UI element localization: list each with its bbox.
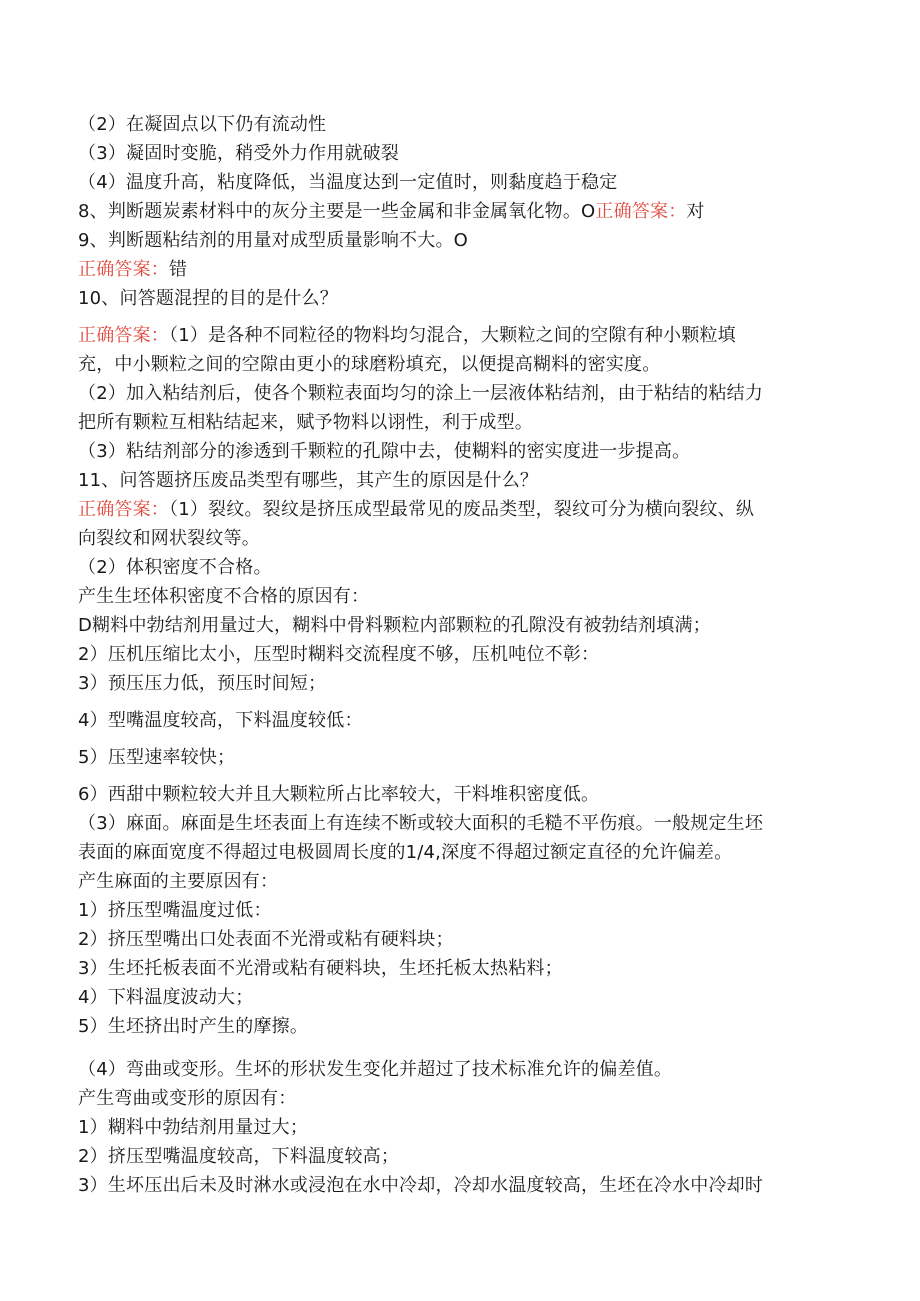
line-text: （1）是各种不同粒径的物料均匀混合，大颗粒之间的空隙有种小颗粒填 <box>169 325 736 346</box>
text-line <box>78 809 838 838</box>
answer-label: 正确答案： <box>78 325 169 346</box>
line-text: 3）生坏压出后未及时淋水或浸泡在水中冷却，冷却水温度较高，生坯在冷水中冷却时 <box>78 1175 764 1196</box>
answer-label: 正确答案： <box>78 499 169 520</box>
text-line <box>78 255 838 284</box>
text-line <box>78 1012 838 1041</box>
text-line <box>78 408 838 437</box>
line-text: 4）型嘴温度较高，下料温度较低： <box>78 710 363 731</box>
text-line <box>78 437 838 466</box>
answer-label: 正确答案： <box>595 201 687 222</box>
line-text: 产生弯曲或变形的原因有： <box>78 1088 297 1109</box>
line-text: 9、判断题粘结剂的用量对成型质量影响不大。O <box>78 230 469 251</box>
line-text: （2）体积密度不合格。 <box>78 557 272 578</box>
line-text: （2）在凝固点以下仍有流动性 <box>78 114 327 135</box>
text-line <box>78 611 838 640</box>
text-line <box>78 669 838 698</box>
line-text: 产生麻面的主要原因有： <box>78 871 279 892</box>
line-text: 充，中小颗粒之间的空隙由更小的球磨粉填充，以便提高糊料的密实度。 <box>78 354 661 375</box>
text-line <box>78 896 838 925</box>
text-line <box>78 466 838 495</box>
line-text: 2）压机压缩比太小，压型时糊料交流程度不够，压机吨位不彰： <box>78 644 600 665</box>
line-text: 5）压型速率较快； <box>78 747 236 768</box>
line-text: 把所有颗粒互相粘结起来，赋予物料以诩性，利于成型。 <box>78 412 533 433</box>
line-gap <box>78 313 838 321</box>
text-line <box>78 321 838 350</box>
line-text: （3）凝固时变脆，稍受外力作用就破裂 <box>78 143 400 164</box>
line-text: （3）麻面。麻面是生坯表面上有连续不断或较大面积的毛糙不平伤痕。一般规定生坯 <box>78 813 764 834</box>
text-line <box>78 524 838 553</box>
line-text: 产生生坯体积密度不合格的原因有： <box>78 586 370 607</box>
line-text: 2）挤压型嘴温度较高，下料温度较高； <box>78 1146 400 1167</box>
line-text: 10、问答题混捏的目的是什么？ <box>78 288 338 309</box>
text-line <box>78 925 838 954</box>
line-text: 4）下料温度波动大； <box>78 987 254 1008</box>
text-line <box>78 350 838 379</box>
line-text: 3）生坯托板表面不光滑或粘有硬料块，生坯托板太热粘料； <box>78 958 563 979</box>
text-line <box>78 954 838 983</box>
answer-label: 正确答案： <box>78 259 169 280</box>
text-line <box>78 379 838 408</box>
line-text: 向裂纹和网状裂纹等。 <box>78 528 260 549</box>
line-text: （1）裂纹。裂纹是挤压成型最常见的废品类型，裂纹可分为横向裂纹、纵 <box>169 499 755 520</box>
line-text: （4）弯曲或变形。生坏的形状发生变化并超过了技术标准允许的偏差值。 <box>78 1059 673 1080</box>
line-text: （2）加入粘结剂后，使各个颗粒表面均匀的涂上一层液体粘结剂，由于粘结的粘结力 <box>78 383 764 404</box>
line-gap <box>78 735 838 743</box>
text-line <box>78 780 838 809</box>
text-line <box>78 226 838 255</box>
text-line <box>78 1171 838 1200</box>
line-text: 2）挤压型嘴出口处表面不光滑或粘有硬料块； <box>78 929 454 950</box>
line-text: （4）温度升高，粘度降低，当温度达到一定值时，则黏度趋于稳定 <box>78 172 618 193</box>
line-text: 3）预压压力低，预压时间短； <box>78 673 327 694</box>
line-text: 错 <box>169 259 188 280</box>
text-line <box>78 110 838 139</box>
text-line <box>78 1142 838 1171</box>
text-line <box>78 1055 838 1084</box>
text-line <box>78 284 838 313</box>
text-line <box>78 640 838 669</box>
line-gap <box>78 698 838 706</box>
line-text: 对 <box>686 201 705 222</box>
line-text: 6）西甜中颗粒较大并且大颗粒所占比率较大，干料堆积密度低。 <box>78 784 600 805</box>
text-line <box>78 168 838 197</box>
text-line <box>78 983 838 1012</box>
line-text: 表面的麻面宽度不得超过电极圆周长度的1/4,深度不得超过额定直径的允许偏差。 <box>78 842 733 863</box>
line-text: 5）生坯挤出时产生的摩擦。 <box>78 1016 309 1037</box>
line-text: 1）糊料中勃结剂用量过大； <box>78 1117 309 1138</box>
text-line <box>78 495 838 524</box>
text-line <box>78 582 838 611</box>
line-text: D糊料中勃结剂用量过大，糊料中骨料颗粒内部颗粒的孔隙没有被勃结剂填满； <box>78 615 711 636</box>
line-text: 11、问答题挤压废品类型有哪些，其产生的原因是什么？ <box>78 470 539 491</box>
line-gap <box>78 772 838 780</box>
text-line <box>78 867 838 896</box>
text-line <box>78 139 838 168</box>
text-line <box>78 838 838 867</box>
line-gap <box>78 1041 838 1055</box>
text-line <box>78 197 838 226</box>
text-line <box>78 706 838 735</box>
text-line <box>78 1113 838 1142</box>
text-line <box>78 1084 838 1113</box>
document-body <box>78 110 838 1200</box>
line-text: （3）粘结剂部分的渗透到千颗粒的孔隙中去，使糊料的密实度进一步提高。 <box>78 441 691 462</box>
line-text: 8、判断题炭素材料中的灰分主要是一些金属和非金属氧化物。O <box>78 201 596 222</box>
text-line <box>78 743 838 772</box>
line-text: 1）挤压型嘴温度过低： <box>78 900 272 921</box>
text-line <box>78 553 838 582</box>
